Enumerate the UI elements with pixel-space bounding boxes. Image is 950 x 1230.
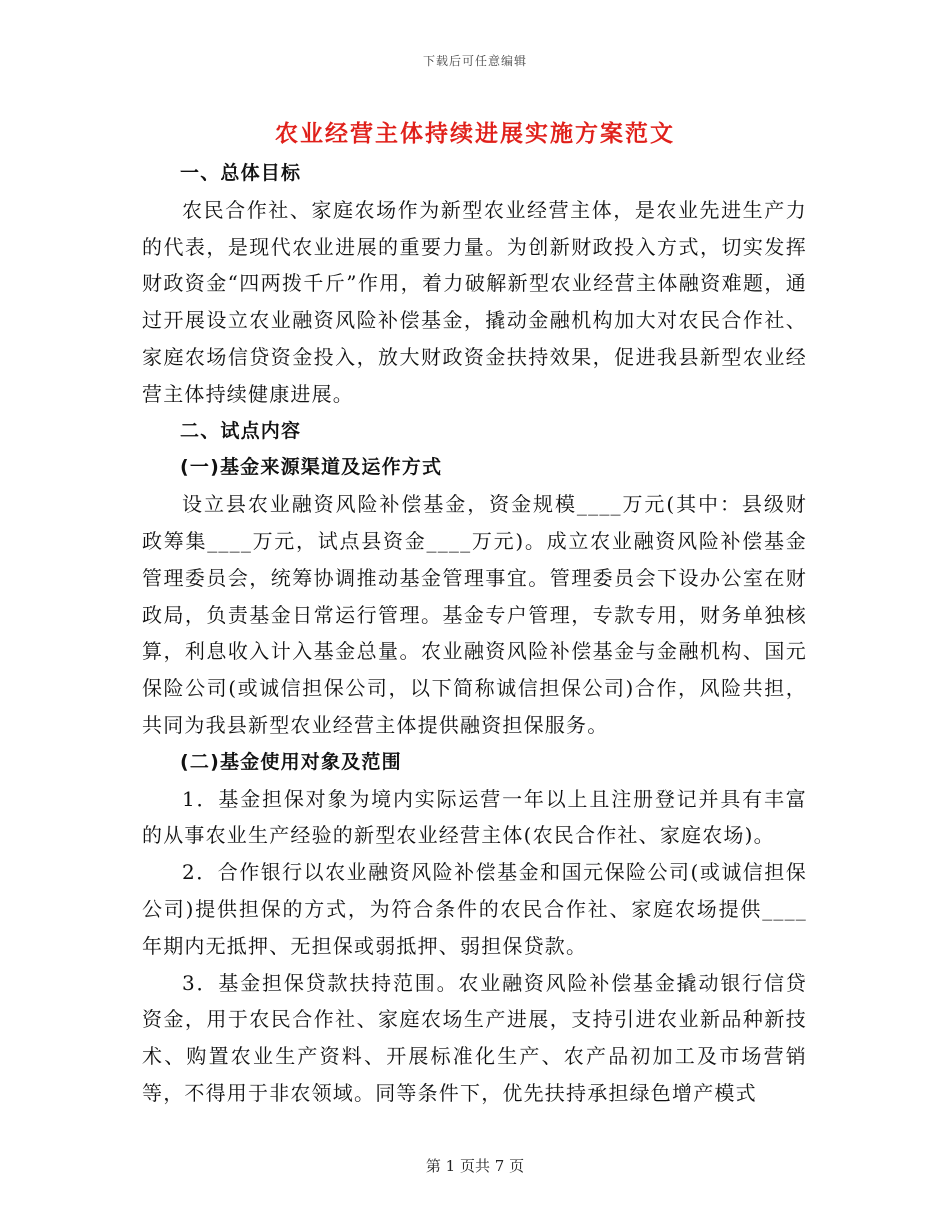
paragraph-5: 3．基金担保贷款扶持范围。农业融资风险补偿基金撬动银行信贷资金，用于农民合作社、家庭农场生产进展，支持引进农业新品种新技术、购置农业生产资料、开展标准化生产、农产品初加工及市场营销等，不得用于非农领域。同等条件下，优先扶持承担绿色增产模式 [142, 970, 807, 1105]
document-title: 农业经营主体持续进展实施方案范文 [275, 120, 675, 147]
paragraph-2: 设立县农业融资风险补偿基金，资金规模____万元(其中：县级财政筹集____万元，试点县资金____万元)。成立农业融资风险补偿基金管理委员会，统筹协调推动基金管理事宜。管理委员会下设办公室在财政局，负责基金日常运行管理。基金专户管理，专款专用，财务单独核算，利息收入计入基金总量。农业融资风险补偿基金与金融机构、国元保险公司(或诚信担保公司，以下简称诚信担保公司)合作，风险共担，共同为我县新型农业经营主体提供融资担保服务。 [142, 492, 807, 737]
page-number-footer: 第 1 页共 7 页 [425, 1157, 525, 1175]
paragraph-3: 1．基金担保对象为境内实际运营一年以上且注册登记并具有丰富的从事农业生产经验的新型农业经营主体(农民合作社、家庭农场)。 [142, 786, 807, 848]
sub-heading-1: (一)基金来源渠道及运作方式 [180, 456, 443, 479]
sub-heading-2: (二)基金使用对象及范围 [180, 750, 402, 773]
paragraph-4: 2．合作银行以农业融资风险补偿基金和国元保险公司(或诚信担保公司)提供担保的方式，为符合条件的农民合作社、家庭农场提供____年期内无抵押、无担保或弱抵押、弱担保贷款。 [142, 860, 807, 958]
section-heading-1: 一、总体目标 [180, 162, 302, 184]
paragraph-1: 农民合作社、家庭农场作为新型农业经营主体，是农业先进生产力的代表，是现代农业进展的重要力量。为创新财政投入方式，切实发挥财政资金“四两拨千斤”作用，着力破解新型农业经营主体融资难题，通过开展设立农业融资风险补偿基金，撬动金融机构加大对农民合作社、家庭农场信贷资金投入，放大财政资金扶持效果，促进我县新型农业经营主体持续健康进展。 [142, 197, 807, 406]
section-heading-2: 二、试点内容 [180, 419, 302, 442]
document-body [142, 155, 807, 1112]
header-note: 下载后可任意编辑 [422, 54, 527, 68]
